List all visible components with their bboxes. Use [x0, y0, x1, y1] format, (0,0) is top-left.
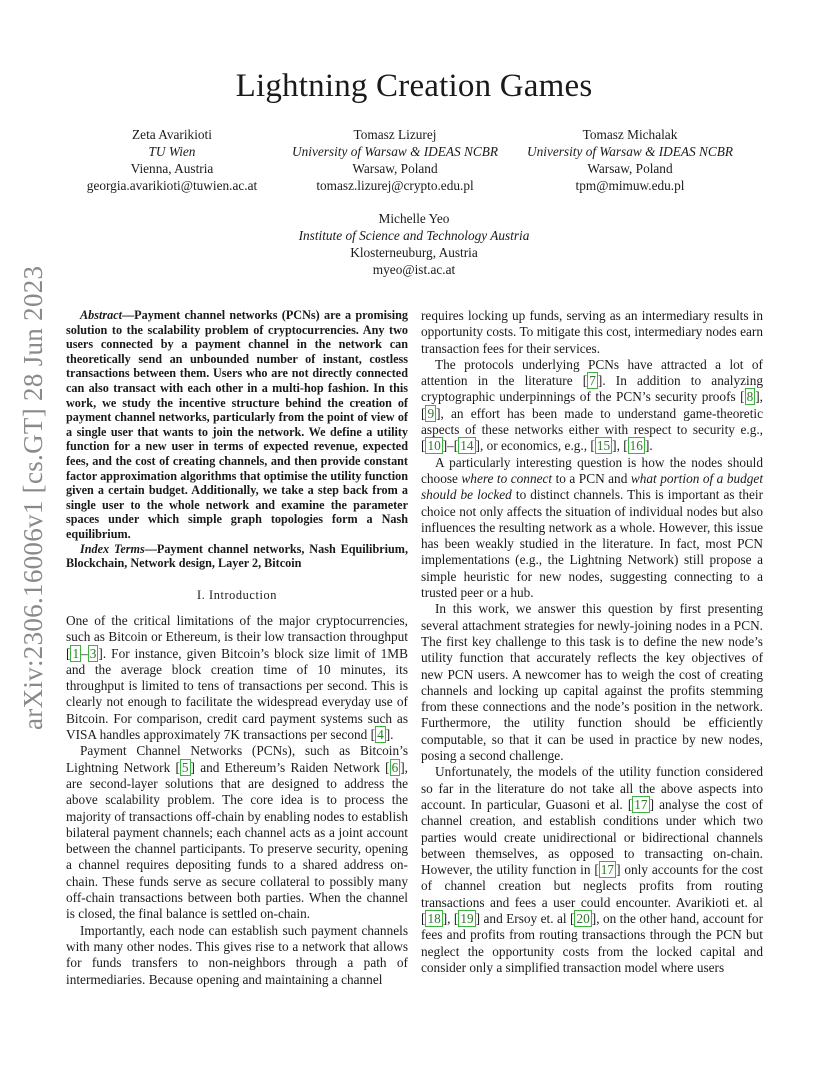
- abstract-text: —Payment channel networks (PCNs) are a promising solution to the scalability problem of cryptocurrencies. Any two users connected by a payment channel in the network can theoretically send an unbounded number of instant, costless transactions between them. Users who are not directly connected can also transact with each other in a multi-hop fashion. In this work, we study the incentive structure behind the creation of payment channel networks, particularly from the point of view of a single user that wants to join the network. We define a utility function for a new user in terms of expected revenue, expected fees, and the cost of creating channels, and then provide constant factor approximation algorithms that optimise the utility function given a certain budget. Additionally, we take a step back from a single user to the whole network and examine the parameter spaces under which simple graph topologies form a Nash equilibrium.: [66, 308, 408, 541]
- citation-link[interactable]: 19: [460, 910, 474, 926]
- citation-link[interactable]: 1: [72, 645, 80, 661]
- paragraph: The protocols underlying PCNs have attracted a lot of attention in the literature [ 7 ]. In addition to analyzing cryptographic underpinnings of the PCN’s security proofs [ 8 ], [ 9 ], an effort has been made to understand game-theoretic aspects of these networks either with respect to security e.g., [ 10 ]–[ 14 ], or economics, e.g., [ 15 ], [ 16 ].: [421, 356, 763, 454]
- right-column: [421, 308, 763, 976]
- citation-link[interactable]: 7: [589, 373, 596, 389]
- author-email: tomasz.lizurej@crypto.edu.pl: [316, 178, 474, 193]
- index-terms: [66, 542, 408, 571]
- paragraph: Unfortunately, the models of the utility function considered so far in the literature do not take all the above aspects into account. In particular, Guasoni et al. [ 17 ] analyse the cost of channel creation, and establish conditions under which two parties would create unidirectional or bidirectional channels between themselves, as opposed to transacting on-chain. However, the utility function in [ 17 ] only accounts for the cost of channel creation but neglects profits from routing transactions and fees a user could encounter. Avarikioti et. al [ 18 ], [ 19 ] and Ersoy et. al [ 20 ], on the other hand, account for fees and profits from routing transactions through the PCN but neglect the opportunity costs from the locked capital and consider only a simplified transaction model where users: [421, 764, 764, 975]
- author-email: myeo@ist.ac.at: [372, 262, 456, 277]
- citation-link[interactable]: 10: [427, 438, 441, 454]
- arxiv-stamp: arXiv:2306.16006v1 [cs.GT] 28 Jun 2023: [18, 265, 48, 730]
- citation-link[interactable]: 20: [576, 910, 590, 926]
- paragraph: requires locking up funds, serving as an intermediary results in opportunity costs. To mitigate this cost, intermediary nodes earn transaction fees for their services.: [421, 308, 763, 356]
- author-affiliation: University of Warsaw & IDEAS NCBR: [527, 144, 733, 159]
- author-affiliation: TU Wien: [148, 144, 196, 159]
- section-heading: I. Introduction: [196, 587, 278, 602]
- author-name: Zeta Avarikioti: [132, 127, 212, 142]
- author-affiliation: University of Warsaw & IDEAS NCBR: [292, 144, 498, 159]
- citation-link[interactable]: 18: [427, 910, 441, 926]
- citation-link[interactable]: 16: [629, 438, 643, 454]
- paragraph: Payment Channel Networks (PCNs), such as Bitcoin’s Lightning Network [ 5 ] and Ethereum’s Raiden Network [ 6 ], are second-layer solutions that are designed to address the above scalability problem. The core idea is to process the majority of transactions off-chain by enabling nodes to establish bilateral payment channels; each channel acts as a joint account between the channel participants. To preserve security, opening a channel requires depositing funds to a shared address on-chain. These funds serve as secure collateral to possibly many off-chain transactions between both parties. When the channel is closed, the final balance is settled on-chain.: [66, 743, 408, 922]
- abstract: [66, 308, 408, 542]
- index-terms-label: Index Terms: [80, 541, 145, 556]
- author-block: [280, 126, 510, 194]
- paragraph: In this work, we answer this question by first presenting several attachment strategies for newly-joining nodes in a PCN. The first key challenge to this task is to define the new node’s utility function that accurately reflects the key objectives of new PCN users. A newcomer has to weigh the cost of creating channels and locking up capital against the profits stemming from these connections and the node’s position in the network. Furthermore, the utility function should be efficiently computable, so that it can be used in practice by new nodes, posing a second challenge.: [421, 601, 763, 764]
- citation-link[interactable]: 9: [427, 405, 435, 421]
- author-location: Klosterneuburg, Austria: [350, 245, 478, 260]
- author-name: Tomasz Michalak: [582, 127, 678, 142]
- author-location: Warsaw, Poland: [352, 161, 438, 176]
- paragraph: A particularly interesting question is how the nodes should choose where to connect to a PCN and what portion of a budget should be locked to distinct channels. This is important as their choice not only affects the situation of individual nodes but also influences the resulting network as a whole. However, this issue has been weakly studied in the literature. In fact, most PCN implementations (e.g., the Lightning Network) still propose a simple heuristic for new nodes, suggesting connecting to a trusted peer or a hub.: [421, 454, 764, 601]
- paragraph: Importantly, each node can establish such payment channels with many other nodes. This gives rise to a network that allows for funds transfers to non-neighbors through a path of intermediaries. Because opening and maintaining a channel: [66, 922, 408, 987]
- index-terms-text: —Payment channel networks, Nash Equilibrium, Blockchain, Network design, Layer 2, Bitcoin: [66, 541, 408, 571]
- citation-link[interactable]: 15: [596, 438, 611, 454]
- author-email: georgia.avarikioti@tuwien.ac.at: [86, 178, 258, 193]
- author-email: tpm@mimuw.edu.pl: [575, 178, 685, 193]
- paper-title: Lightning Creation Games: [235, 68, 593, 104]
- author-location: Warsaw, Poland: [587, 161, 673, 176]
- citation-link[interactable]: 3: [89, 645, 97, 661]
- author-name: Michelle Yeo: [378, 211, 450, 226]
- citation-link[interactable]: 4: [377, 727, 384, 743]
- author-block: [512, 126, 748, 194]
- citation-link[interactable]: 17: [634, 796, 648, 812]
- author-location: Vienna, Austria: [130, 161, 214, 176]
- paragraph: One of the critical limitations of the major cryptocurrencies, such as Bitcoin or Ethereum, is their low transaction throughput [ 1 – 3 ]. For instance, given Bitcoin’s block size limit of 1MB and the average block creation time of 10 minutes, its throughput is limited to tens of transactions per second. This is clearly not enough to facilitate the widespread everyday use of Bitcoin. For comparison, credit card payment systems such as VISA handles approximately 7K transactions per second [ 4 ].: [66, 612, 408, 743]
- citation-link[interactable]: 14: [460, 438, 474, 454]
- citation-link[interactable]: 6: [391, 759, 399, 775]
- citation-link[interactable]: 17: [600, 862, 615, 878]
- author-block: [264, 210, 564, 278]
- citation-link[interactable]: 5: [181, 759, 189, 775]
- abstract-label: Abstract: [80, 308, 122, 322]
- left-column: [66, 308, 408, 988]
- author-name: Tomasz Lizurej: [353, 127, 437, 142]
- citation-link[interactable]: 8: [746, 389, 754, 405]
- author-affiliation: Institute of Science and Technology Austria: [298, 228, 530, 243]
- author-block: [72, 126, 272, 194]
